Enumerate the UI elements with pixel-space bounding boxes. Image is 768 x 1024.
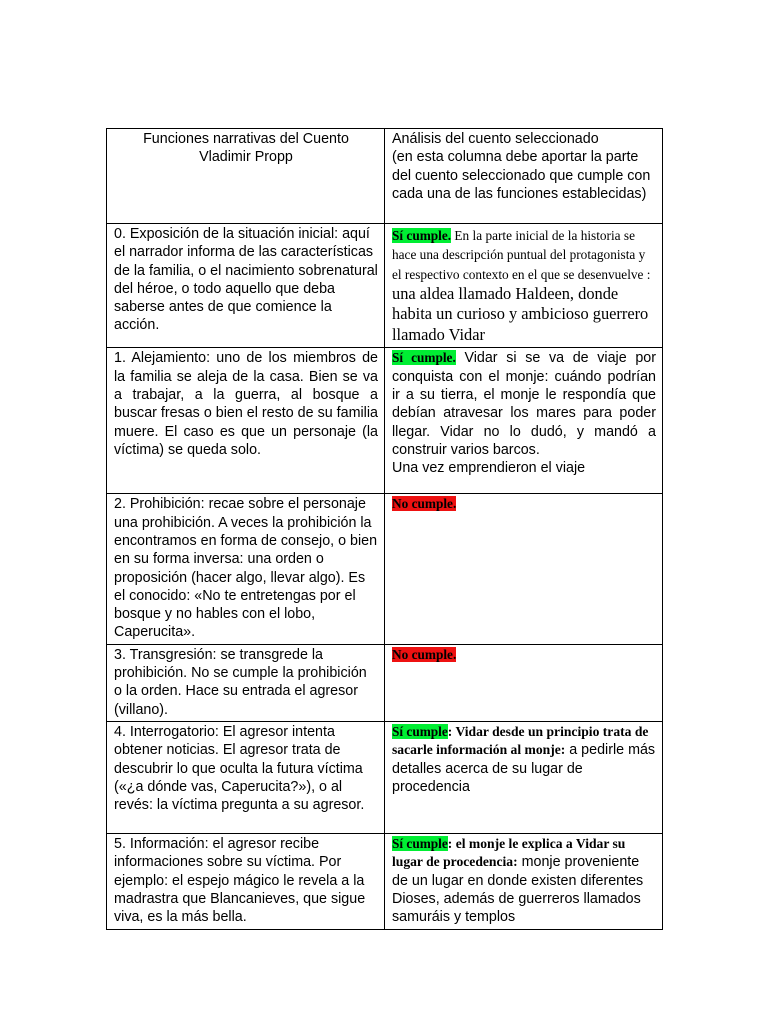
table-row xyxy=(107,348,663,494)
status-badge: No cumple. xyxy=(392,646,457,662)
analysis-text: a pedirle más detalles acerca de su lugar de procedencia xyxy=(392,742,656,795)
analysis-bold-text: : Vidar desde un principio trata de sacarle información al monje: xyxy=(392,723,649,758)
table-row xyxy=(107,494,663,644)
analysis-cell xyxy=(385,494,663,644)
function-cell: 4. Interrogatorio: El agresor intenta obtener noticias. El agresor trata de descubrir lo que oculta la futura víctima («¿a dónde vas, Caperucita?»), o al revés: la víctima pregunta a su agresor. xyxy=(107,721,385,833)
propp-functions-table xyxy=(106,128,663,930)
status-badge: Sí cumple xyxy=(392,835,448,851)
function-cell: 3. Transgresión: se transgrede la prohibición. No se cumple la prohibición o la orden. Hace su entrada el agresor (villano). xyxy=(107,644,385,721)
header-analysis-instructions: (en esta columna debe aportar la parte del cuento seleccionado que cumple con cada una de las funciones establecidas) xyxy=(392,149,651,202)
table-row xyxy=(107,644,663,721)
status-badge: No cumple. xyxy=(392,496,457,512)
table-header-row xyxy=(107,129,663,224)
function-cell: 2. Prohibición: recae sobre el personaje una prohibición. A veces la prohibición la encontramos en forma de consejo, o bien en su forma inversa: una orden o proposición (hacer algo, llevar algo). Es el conocido: «No te entretengas por el bosque y no hables con el lobo, Caperucita». xyxy=(107,494,385,644)
function-cell: 0. Exposición de la situación inicial: aquí el narrador informa de las características de la familia, o el nacimiento sobrenatural del héroe, o todo aquello que deba saberse antes de que comience la acción. xyxy=(107,224,385,348)
table-row xyxy=(107,721,663,833)
header-functions-title: Funciones narrativas del Cuento xyxy=(143,131,349,147)
status-badge: Sí cumple xyxy=(392,723,448,739)
header-functions-cell xyxy=(107,129,385,224)
status-badge: Sí cumple. xyxy=(392,228,452,243)
header-functions-subtitle: Vladimir Propp xyxy=(199,149,293,166)
table-row xyxy=(107,833,663,929)
analysis-text-continued: Una vez emprendieron el viaje xyxy=(392,460,586,477)
header-analysis-cell xyxy=(385,129,663,224)
analysis-cell xyxy=(385,644,663,721)
analysis-cell xyxy=(385,833,663,929)
table-row xyxy=(107,224,663,348)
header-analysis-title: Análisis del cuento seleccionado xyxy=(392,131,599,147)
analysis-cell xyxy=(385,348,663,494)
function-cell: 1. Alejamiento: uno de los miembros de la familia se aleja de la casa. Bien se va a trabajar, a la guerra, al bosque a buscar fresas o bien el resto de su familia muere. El caso es que un personaje (la víctima) se queda solo. xyxy=(107,348,385,494)
analysis-cell xyxy=(385,224,663,348)
analysis-bold-text: : el monje le explica a Vidar su lugar de procedencia: xyxy=(392,835,626,870)
analysis-text: Vidar si se va de viaje por conquista con el monje: cuándo podrían ir a su tierra, el monje le respondía que debían atravesar los mares para poder llegar. Vidar no lo dudó, y mandó a construir varios barcos. xyxy=(392,350,656,458)
analysis-text: monje proveniente de un lugar en donde existen diferentes Dioses, además de guerreros llamados samuráis y templos xyxy=(392,854,644,926)
analysis-cell xyxy=(385,721,663,833)
analysis-highlight-text: una aldea llamado Haldeen, donde habita un curioso y ambicioso guerrero llamado Vidar xyxy=(392,283,649,344)
function-cell: 5. Información: el agresor recibe informaciones sobre su víctima. Por ejemplo: el espejo mágico le revela a la madrastra que Blancanieves, que sigue viva, es la más bella. xyxy=(107,833,385,929)
analysis-text: En la parte inicial de la historia se hace una descripción puntual del protagonista y el respectivo contexto en el que se desenvuelve : xyxy=(392,228,651,282)
status-badge: Sí cumple. xyxy=(392,350,456,366)
